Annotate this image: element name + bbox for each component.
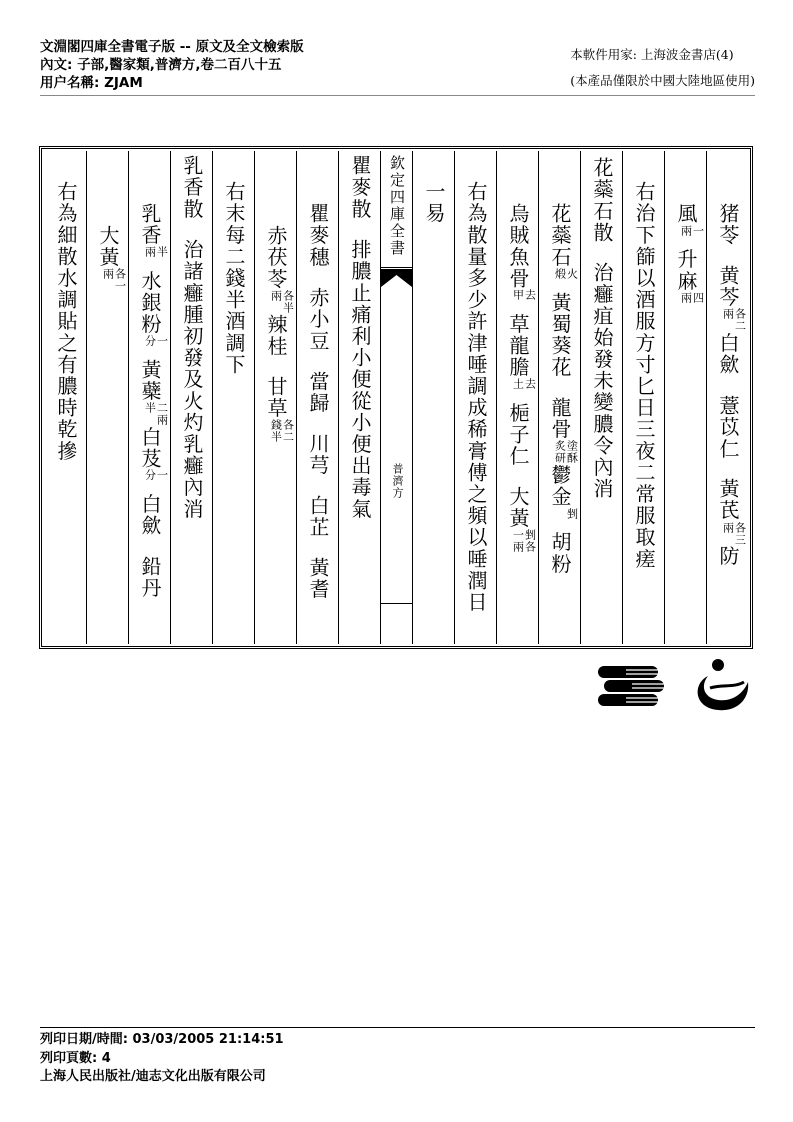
collection-title: 欽定四庫全書 — [381, 155, 412, 268]
annotation-line: 去 — [523, 378, 537, 391]
text-segment: 防 — [716, 545, 740, 568]
annotation-line: 一 — [155, 469, 169, 482]
annotation-line: 兩 — [679, 291, 693, 304]
annotation-line: 一 — [155, 335, 169, 348]
text-column — [296, 151, 338, 644]
annotation-line: 兩 — [143, 246, 157, 259]
dosage-annotation — [144, 246, 168, 270]
annotation-line: 兩 — [721, 308, 735, 321]
column-text — [87, 225, 128, 644]
annotation-line: 各半 — [281, 289, 295, 314]
text-segment: 草龍膽 — [506, 313, 530, 379]
user-line — [40, 74, 304, 92]
text-segment: 黄芩 — [716, 265, 740, 309]
text-segment: 治諸癰腫初發及火灼乳癰內消 — [180, 238, 204, 520]
text-column — [86, 151, 128, 644]
column-text — [665, 203, 706, 644]
text-segment: 龍骨 — [548, 397, 572, 441]
annotation-line: 煅 — [553, 267, 567, 280]
column-text — [455, 181, 496, 644]
annotation-line: 兩 — [679, 224, 693, 237]
annotation-line: 各二 — [733, 308, 747, 333]
column-text — [297, 203, 338, 644]
text-segment: 鬱金 — [548, 464, 572, 508]
annotation-line: 兩 — [101, 268, 115, 281]
header-divider — [40, 95, 755, 96]
calligraphy-logo-icon — [688, 658, 756, 714]
licensee: 本軟件用家: 上海波金書店(4) — [570, 47, 734, 62]
text-segment: 甘草 — [264, 376, 288, 420]
print-datetime: 03/03/2005 21:14:51 — [132, 1032, 284, 1047]
text-column — [170, 151, 212, 644]
fishtail-mark-icon — [381, 269, 412, 287]
annotation-line: 火 — [565, 267, 579, 280]
text-segment: 瞿麥穗 — [306, 203, 330, 268]
annotation-line: 土 — [511, 378, 525, 391]
annotation-line: 一 — [691, 224, 705, 237]
annotation-line: 炙研 — [553, 440, 567, 465]
dosage-annotation — [512, 529, 536, 553]
text-segment: 水銀粉 — [138, 270, 162, 336]
text-segment: 右治下篩以酒服方寸匕日三夜二常服取瘥 — [632, 181, 656, 570]
text-segment: 大黃 — [96, 225, 120, 269]
dosage-annotation — [554, 268, 578, 292]
dosage-annotation — [722, 522, 746, 546]
dosage-annotation — [512, 378, 536, 402]
publisher: 上海人民出版社/迪志文化出版有限公司 — [40, 1069, 266, 1084]
text-segment: 右為散量多少許津唾調成稀膏傅之頻以唾潤日 — [464, 181, 488, 613]
footer-divider — [40, 1027, 755, 1028]
text-segment: 胡粉 — [548, 531, 572, 575]
text-column — [454, 151, 496, 644]
license-info — [570, 42, 755, 94]
column-text — [213, 181, 254, 644]
text-segment: 辣桂 — [264, 313, 288, 358]
print-datetime-line — [40, 1031, 284, 1050]
text-column — [706, 151, 748, 644]
text-segment: 花蘂石散 — [590, 157, 614, 244]
text-segment: 治癰疽始發未變膿令內消 — [590, 262, 614, 501]
text-segment: 赤小豆 — [306, 286, 330, 352]
text-column — [412, 151, 454, 644]
text-segment: 白芷 — [306, 495, 330, 539]
annotation-line: 二兩 — [155, 402, 169, 427]
text-column — [622, 151, 664, 644]
dosage-annotation — [554, 440, 578, 464]
dosage-annotation — [270, 419, 294, 443]
text-column — [128, 151, 170, 644]
text-segment: 川芎 — [306, 432, 330, 477]
column-text — [255, 225, 296, 644]
text-column — [254, 151, 296, 644]
print-pages-label: 列印頁數: — [40, 1050, 102, 1066]
annotation-line: 各一 — [113, 268, 127, 293]
print-pages: 4 — [101, 1050, 111, 1066]
text-segment: 一易 — [422, 181, 446, 225]
text-segment: 白歛 — [716, 332, 740, 376]
text-segment: 白芨 — [138, 426, 162, 470]
column-text — [339, 155, 380, 635]
annotation-line: 兩 — [721, 521, 735, 534]
text-segment: 右末每二錢半酒調下 — [222, 181, 246, 376]
text-segment: 薏苡仁 — [716, 394, 740, 460]
text-segment: 乳香散 — [180, 155, 204, 220]
text-segment: 排膿止痛利小便從小便出毒氣 — [348, 238, 372, 520]
annotation-line: 半 — [155, 246, 169, 259]
document-header — [40, 38, 304, 92]
column-text — [623, 181, 664, 644]
annotation-line: 分 — [143, 335, 157, 348]
text-columns — [45, 151, 748, 644]
content-path: 內文: 子部,醫家類,普濟方,卷二百八十五 — [40, 57, 282, 73]
text-column — [580, 151, 622, 644]
dosage-annotation — [554, 508, 578, 532]
text-column — [496, 151, 538, 644]
dosage-annotation — [512, 289, 536, 313]
text-segment: 梔子仁 — [506, 402, 530, 468]
column-text — [413, 181, 454, 644]
document-footer — [40, 1031, 284, 1087]
page-frame — [39, 146, 753, 649]
annotation-line: 剉各 — [523, 529, 537, 554]
region-notice: (本產品僅限於中國大陸地區使用) — [570, 73, 755, 88]
text-segment: 升麻 — [674, 248, 698, 292]
text-segment: 黃蘗 — [138, 359, 162, 403]
text-segment: 右為細散水調貼之有膿時乾摻 — [54, 181, 78, 462]
text-segment: 大黃 — [506, 486, 530, 530]
annotation-line: 塗酥 — [565, 440, 579, 465]
annotation-line: 各三 — [733, 521, 747, 546]
text-segment: 白歛 — [138, 493, 162, 537]
text-segment: 瞿麥散 — [348, 155, 372, 220]
banner-rule — [381, 603, 412, 604]
dosage-annotation — [102, 268, 126, 292]
annotation-line: 兩 — [269, 289, 283, 302]
annotation-line: 四 — [691, 291, 705, 304]
banner-column — [380, 151, 412, 644]
column-text — [129, 203, 170, 644]
dosage-annotation — [144, 335, 168, 359]
annotation-line: 剉 — [565, 507, 579, 520]
book-title: 普濟方 — [391, 463, 404, 499]
annotation-line: 半 — [143, 402, 157, 415]
print-pages-line — [40, 1050, 284, 1069]
annotation-line: 各二 — [281, 419, 295, 444]
text-segment: 赤茯苓 — [264, 225, 288, 290]
publisher-logos — [596, 658, 756, 714]
dosage-annotation — [270, 290, 294, 314]
text-segment: 鉛丹 — [138, 555, 162, 599]
dosage-annotation — [680, 225, 704, 249]
dosage-annotation — [144, 469, 168, 493]
column-text — [44, 181, 86, 644]
text-segment: 黃耆 — [306, 557, 330, 601]
dosage-annotation — [722, 308, 746, 332]
product-title: 文淵閣四庫全書電子版 -- 原文及全文檢索版 — [40, 39, 304, 55]
dosage-annotation — [144, 402, 168, 426]
column-text — [581, 157, 622, 637]
column-text — [707, 203, 748, 644]
annotation-line: 一兩 — [511, 529, 525, 554]
dosage-annotation — [680, 292, 704, 316]
text-column — [44, 151, 86, 644]
annotation-line: 去 — [523, 289, 537, 302]
annotation-line: 甲 — [511, 289, 525, 302]
text-segment: 當歸 — [306, 370, 330, 414]
column-text — [539, 203, 580, 644]
annotation-line: 錢半 — [269, 419, 283, 444]
annotation-line: 分 — [143, 469, 157, 482]
print-datetime-label: 列印日期/時間: — [40, 1032, 133, 1047]
text-column — [538, 151, 580, 644]
text-segment: 風 — [674, 203, 698, 225]
text-segment: 乳香 — [138, 203, 162, 247]
column-text — [497, 203, 538, 644]
user-label: 用户名稱: — [40, 75, 105, 91]
user-name: ZJAM — [104, 75, 143, 91]
text-segment: 黃蜀葵花 — [548, 291, 572, 379]
text-column — [664, 151, 706, 644]
text-column — [338, 151, 380, 644]
text-segment: 猪苓 — [716, 203, 740, 247]
text-segment: 烏賊魚骨 — [506, 203, 530, 290]
column-text — [171, 155, 212, 635]
text-segment: 花蘂石 — [548, 203, 572, 268]
text-segment: 黃芪 — [716, 478, 740, 522]
text-column — [212, 151, 254, 644]
